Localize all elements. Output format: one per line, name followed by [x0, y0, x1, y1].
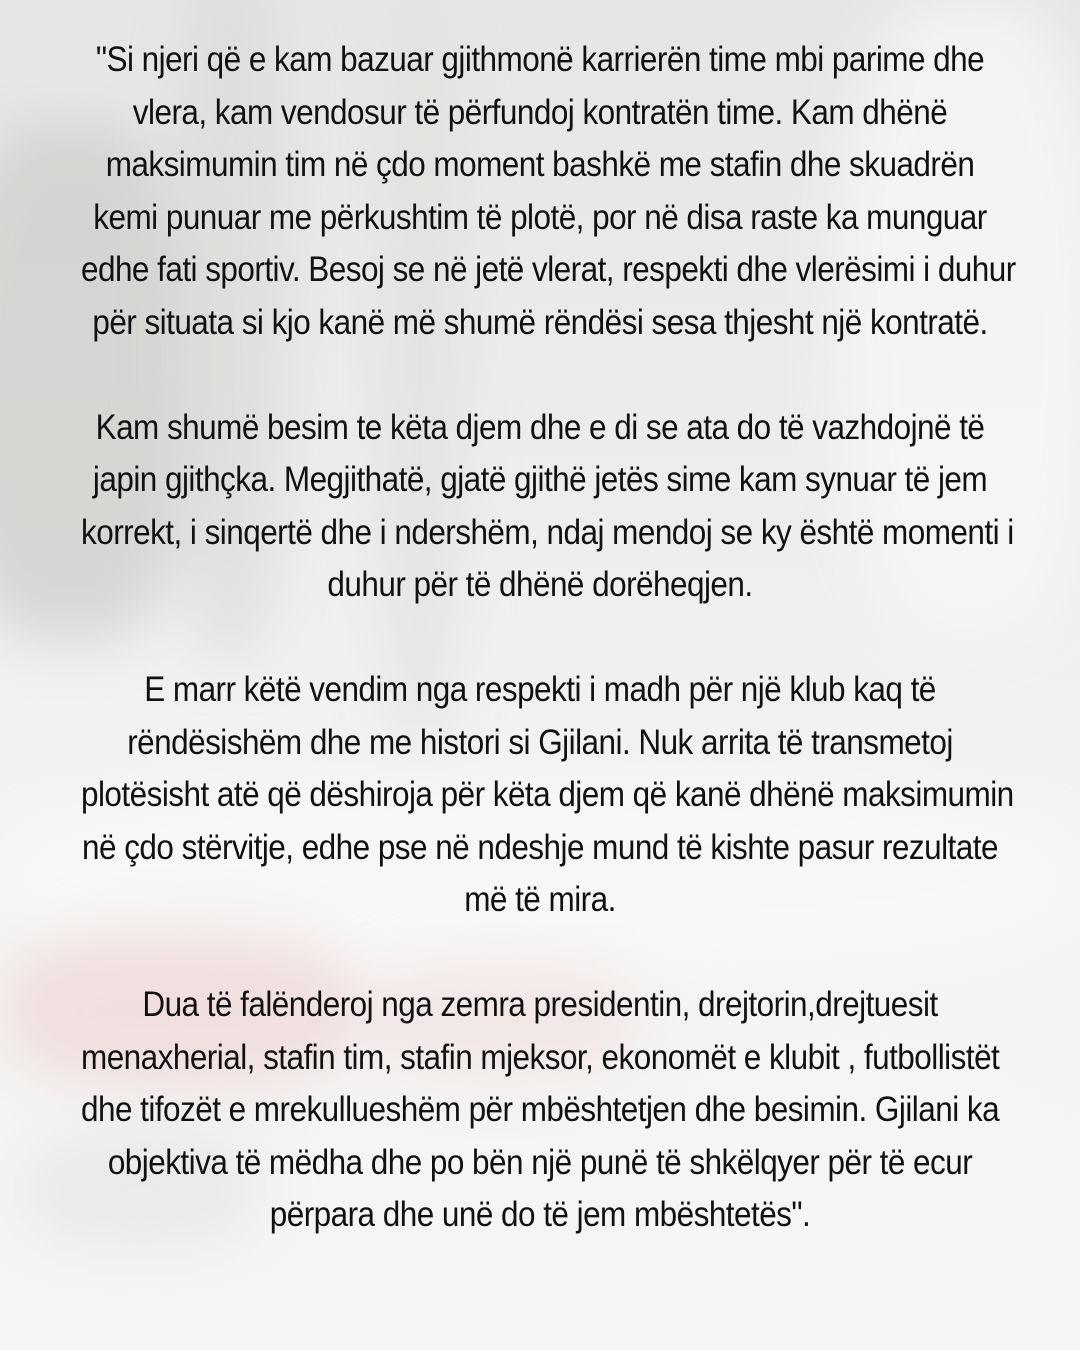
text-line: korrekt, i sinqertë dhe i ndershëm, ndaj mendoj se ky është momenti i: [81, 512, 1014, 552]
text-line: plotësisht atë që dëshiroja për këta djem që kanë dhënë maksimumin: [81, 775, 1014, 814]
text-line: vlera, kam vendosur të përfundoj kontratën time. Kam dhënë: [132, 92, 948, 132]
paragraph-4: [81, 979, 999, 1242]
text-line: japin gjithçka. Megjithatë, gjatë gjithë jetës sime kam synuar të jem: [92, 460, 988, 499]
text-line: edhe fati sportiv. Besoj se në jetë vlerat, respekti dhe vlerësimi i duhur: [81, 250, 1016, 289]
text-line: për situata si kjo kanë më shumë rëndësi sesa thjesht një kontratë.: [92, 302, 988, 342]
paragraph-2: [81, 402, 1014, 612]
text-line: përpara dhe unë do të jem mbështetës".: [269, 1195, 811, 1234]
text-line: më të mira.: [464, 880, 616, 919]
text-line: objektiva të mëdha dhe po bën një punë të shkëlqyer për të ecur: [107, 1142, 973, 1182]
text-line: dhe tifozët e mrekullueshëm për mbështetjen dhe besimin. Gjilani ka: [81, 1090, 1000, 1129]
text-line: Kam shumë besim te këta djem dhe e di se ata do të vazhdojnë të: [95, 407, 985, 447]
text-line: duhur për të dhënë dorëheqjen.: [327, 565, 753, 604]
paragraph-3: [81, 664, 1014, 927]
text-line: maksimumin tim në çdo moment bashkë me stafin dhe skuadrën: [105, 145, 975, 184]
statement-text: [81, 34, 1016, 1242]
text-line: "Si njeri që e kam bazuar gjithmonë karrierën time mbi parime dhe: [95, 40, 985, 79]
text-line: rëndësishëm dhe me histori si Gjilani. Nuk arrita të transmetoj: [127, 722, 953, 762]
text-line: kemi punuar me përkushtim të plotë, por në disa raste ka munguar: [93, 197, 987, 237]
text-line: menaxherial, stafin tim, stafin mjeksor, ekonomët e klubit , futbollistët: [81, 1037, 1000, 1077]
text-line: në çdo stërvitje, edhe pse në ndeshje mund të kishte pasur rezultate: [82, 827, 998, 867]
text-line: Dua të falënderoj nga zemra presidentin, drejtorin,drejtuesit: [142, 985, 938, 1024]
text-line: E marr këtë vendim nga respekti i madh për një klub kaq të: [144, 670, 936, 709]
paragraph-1: [81, 34, 1016, 349]
